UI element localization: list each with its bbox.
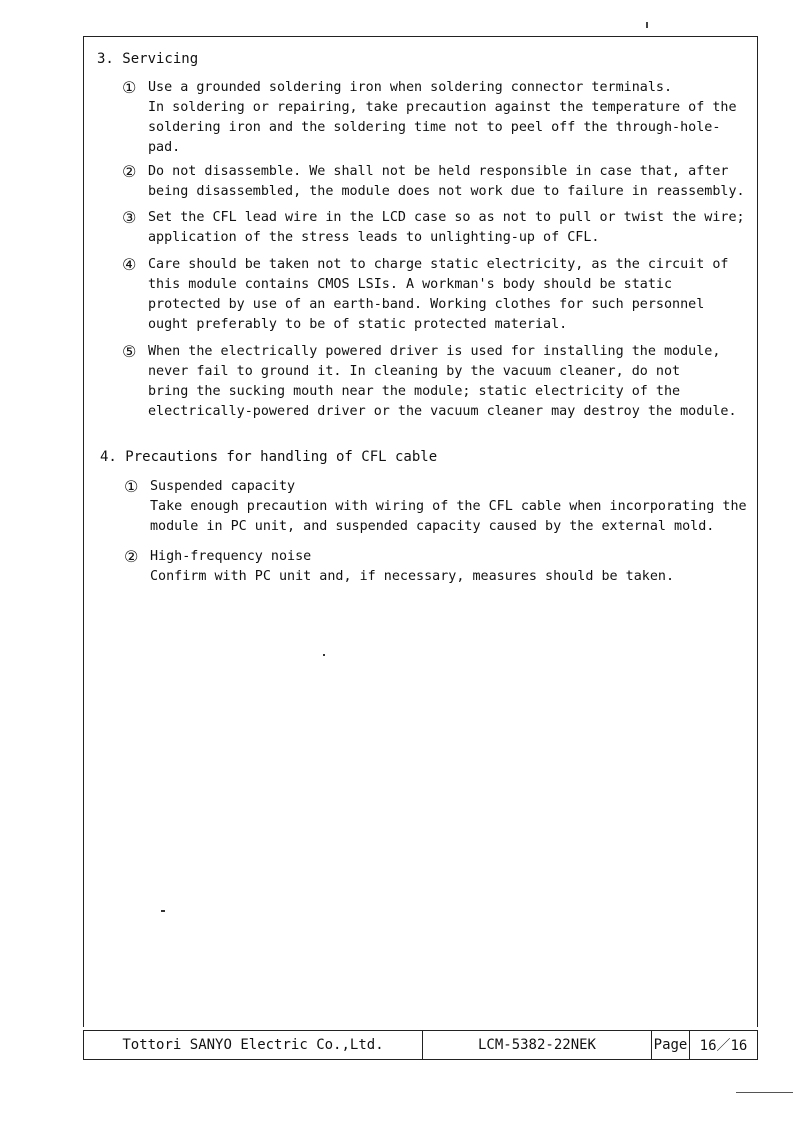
- item-marker: ③: [122, 208, 137, 227]
- scan-mark: [646, 22, 648, 28]
- item-text-line: protected by use of an earth-band. Working clothes for such personnel: [148, 297, 705, 312]
- servicing-item-1: [122, 78, 737, 158]
- item-text-line: this module contains CMOS LSIs. A workman's body should be static: [148, 277, 673, 292]
- item-text-line: When the electrically powered driver is used for installing the module,: [148, 344, 721, 359]
- item-text-line: Use a grounded soldering iron when soldering connector terminals.: [148, 80, 673, 95]
- servicing-item-2: [122, 162, 745, 202]
- footer-page-label: Page: [652, 1031, 690, 1059]
- item-text-line: application of the stress leads to unlighting-up of CFL.: [148, 230, 600, 245]
- cfl-item-2: [124, 547, 674, 587]
- item-marker: ⑤: [122, 342, 137, 361]
- scan-rule: [736, 1092, 793, 1093]
- footer-company: Tottori SANYO Electric Co.,Ltd.: [84, 1031, 423, 1059]
- section-title-servicing: 3. Servicing: [97, 51, 199, 67]
- item-text-line: bring the sucking mouth near the module; static electricity of the: [148, 384, 681, 399]
- item-text-line: In soldering or repairing, take precaution against the temperature of the: [148, 100, 737, 115]
- item-text-line: never fail to ground it. In cleaning by the vacuum cleaner, do not: [148, 364, 681, 379]
- item-text-line: Set the CFL lead wire in the LCD case so as not to pull or twist the wire;: [148, 210, 745, 225]
- item-marker: ②: [124, 547, 139, 566]
- section-title-cfl-cable: 4. Precautions for handling of CFL cable: [100, 449, 438, 465]
- item-marker: ②: [122, 162, 137, 181]
- item-text-line: electrically-powered driver or the vacuum cleaner may destroy the module.: [148, 404, 737, 419]
- item-marker: ①: [122, 78, 137, 97]
- item-text-line: Confirm with PC unit and, if necessary, measures should be taken.: [150, 569, 675, 584]
- item-text-line: Care should be taken not to charge static electricity, as the circuit of: [148, 257, 729, 272]
- item-text-line: Suspended capacity: [150, 479, 296, 494]
- servicing-item-5: [122, 342, 737, 422]
- servicing-item-4: [122, 255, 728, 335]
- footer-doc-number: LCM-5382-22NEK: [423, 1031, 652, 1059]
- scan-speck: [161, 910, 165, 912]
- item-text-line: High-frequency noise: [150, 549, 312, 564]
- item-text-line: module in PC unit, and suspended capacity caused by the external mold.: [150, 519, 715, 534]
- item-text-line: Take enough precaution with wiring of the CFL cable when incorporating the: [150, 499, 747, 514]
- scan-speck: [323, 654, 325, 656]
- item-text-line: being disassembled, the module does not work due to failure in reassembly.: [148, 184, 745, 199]
- footer-table: [83, 1030, 758, 1060]
- item-text-line: ought preferably to be of static protected material.: [148, 317, 568, 332]
- item-text-line: Do not disassemble. We shall not be held responsible in case that, after: [148, 164, 729, 179]
- item-marker: ④: [122, 255, 137, 274]
- item-text-line: pad.: [148, 140, 181, 155]
- item-text-line: soldering iron and the soldering time not to peel off the through-hole-: [148, 120, 721, 135]
- servicing-item-3: [122, 208, 745, 248]
- cfl-item-1: [124, 477, 747, 537]
- footer-page-number: 16／16: [699, 1038, 748, 1054]
- item-marker: ①: [124, 477, 139, 496]
